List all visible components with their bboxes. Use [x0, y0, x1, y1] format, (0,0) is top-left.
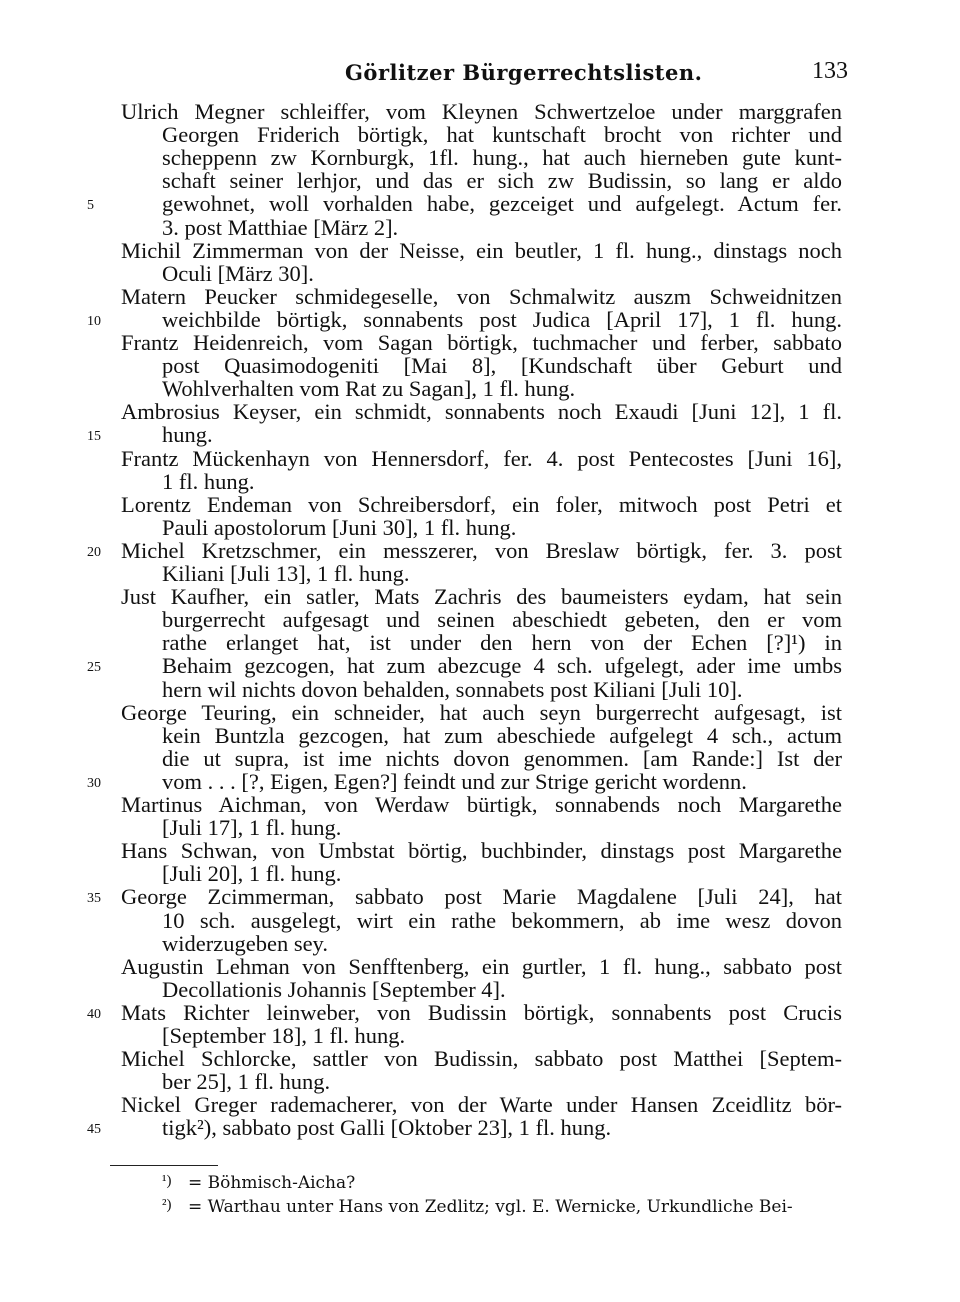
text-line: 1 fl. hung. — [162, 469, 255, 494]
text-line: George Zcimmerman, sabbato post Marie Magdalene [Juli 24], hat — [121, 884, 842, 909]
text-line: rathe erlanget hat, ist under den hern von der Echen [?]¹) in — [162, 630, 842, 655]
text-line: Decollationis Johannis [September 4]. — [162, 977, 506, 1002]
footnote-marker: ¹) — [162, 1173, 172, 1189]
text-line: Michel Kretzschmer, ein messzerer, von Breslaw börtigk, fer. 3. post — [121, 538, 842, 563]
text-line: schaft seiner lerhjor, und das er sich zw Budissin, so lang er aldo — [162, 168, 842, 193]
page-number: 133 — [812, 58, 848, 84]
text-line: [Juli 20], 1 fl. hung. — [162, 861, 342, 886]
text-line: Pauli apostolorum [Juni 30], 1 fl. hung. — [162, 515, 517, 540]
text-line: Michel Schlorcke, sattler von Budissin, sabbato post Matthei [Septem- — [121, 1046, 842, 1071]
text-line: Augustin Lehman von Senfftenberg, ein gurtler, 1 fl. hung., sabbato post — [121, 954, 842, 979]
text-line: Just Kaufher, ein satler, Mats Zachris des baumeisters eydam, hat sein — [121, 584, 842, 609]
text-line: George Teuring, ein schneider, hat auch seyn burgerrecht aufgesagt, ist — [121, 700, 842, 725]
text-line: kein Buntzla gezcogen, hat zum abeschiede aufgelegt 4 sch., actum — [162, 723, 842, 748]
text-line: 10 sch. ausgelegt, wirt ein rathe bekommern, ab ime wesz dovon — [162, 908, 842, 933]
text-line: [September 18], 1 fl. hung. — [162, 1023, 406, 1048]
line-number: 10 — [87, 314, 101, 329]
text-line: hung. — [162, 422, 213, 447]
line-number: 45 — [87, 1122, 101, 1137]
text-line: Wohlverhalten vom Rat zu Sagan], 1 fl. hung. — [162, 376, 576, 401]
text-line: Hans Schwan, von Umbstat börtig, buchbinder, dinstags post Margarethe — [121, 838, 842, 863]
text-line: burgerrecht aufgesagt und seinen abeschiedt gebeten, den er vom — [162, 607, 842, 632]
text-line: Behaim gezcogen, hat zum abezcuge 4 sch. ufgelegt, ader ime umbs — [162, 653, 842, 678]
footnote-marker: ²) — [162, 1197, 172, 1213]
footnote-text: = Warthau unter Hans von Zedlitz; vgl. E. Wernicke, Urkundliche Bei- — [188, 1197, 793, 1217]
line-number: 15 — [87, 429, 101, 444]
text-line: Nickel Greger rademacherer, von der Warte under Hansen Zceidlitz bör- — [121, 1092, 842, 1117]
line-number: 40 — [87, 1007, 101, 1022]
text-line: hern wil nichts dovon behalden, sonnabets post Kiliani [Juli 10]. — [162, 677, 743, 702]
footnote-rule — [110, 1165, 218, 1166]
text-line: gewohnet, woll vorhalden habe, gezceiget und aufgelegt. Actum fer. — [162, 191, 842, 216]
line-number: 5 — [87, 198, 94, 213]
text-line: weichbilde börtigk, sonnabents post Judica [April 17], 1 fl. hung. — [162, 307, 842, 332]
text-line: Lorentz Endeman von Schreibersdorf, ein foler, mitwoch post Petri et — [121, 492, 842, 517]
page-header — [0, 58, 960, 90]
running-title: Görlitzer Bürgerrechtslisten. — [345, 60, 703, 85]
text-line: Martinus Aichman, von Werdaw bürtigk, sonnabends noch Margarethe — [121, 792, 842, 817]
text-line: post Quasimodogeniti [Mai 8], [Kundschaft über Geburt und — [162, 353, 842, 378]
text-line: [Juli 17], 1 fl. hung. — [162, 815, 342, 840]
text-line: Frantz Heidenreich, vom Sagan börtigk, tuchmacher und ferber, sabbato — [121, 330, 842, 355]
text-line: tigk²), sabbato post Galli [Oktober 23], 1 fl. hung. — [162, 1115, 612, 1140]
text-line: Matern Peucker schmidegeselle, von Schmalwitz auszm Schweidnitzen — [121, 284, 842, 309]
text-line: Ambrosius Keyser, ein schmidt, sonnabents noch Exaudi [Juni 12], 1 fl. — [121, 399, 842, 424]
text-line: 3. post Matthiae [März 2]. — [162, 215, 399, 240]
text-line: widerzugeben sey. — [162, 931, 328, 956]
line-number: 20 — [87, 545, 101, 560]
line-number: 25 — [87, 660, 101, 675]
text-line: ber 25], 1 fl. hung. — [162, 1069, 331, 1094]
text-line: Georgen Friderich börtigk, hat kuntschaft brocht von richter und — [162, 122, 842, 147]
text-line: Mats Richter leinweber, von Budissin börtigk, sonnabents post Crucis — [121, 1000, 842, 1025]
text-line: Ulrich Megner schleiffer, vom Kleynen Schwertzeloe under marggrafen — [121, 99, 842, 124]
text-line: die ut supra, ist ime nichts dovon genommen. [am Rande:] Ist der — [162, 746, 842, 771]
line-number: 30 — [87, 776, 101, 791]
line-number: 35 — [87, 891, 101, 906]
text-line: scheppenn zw Kornburgk, 1fl. hung., hat auch hierneben gute kunt- — [162, 145, 842, 170]
text-line: vom . . . [?, Eigen, Egen?] feindt und zur Strige gericht wordenn. — [162, 769, 747, 794]
text-line: Michil Zimmerman von der Neisse, ein beutler, 1 fl. hung., dinstags noch — [121, 238, 842, 263]
text-line: Kiliani [Juli 13], 1 fl. hung. — [162, 561, 410, 586]
text-line: Frantz Mückenhayn von Hennersdorf, fer. 4. post Pentecostes [Juni 16], — [121, 446, 842, 471]
footnote-text: = Böhmisch-Aicha? — [188, 1173, 356, 1193]
text-line: Oculi [März 30]. — [162, 261, 314, 286]
